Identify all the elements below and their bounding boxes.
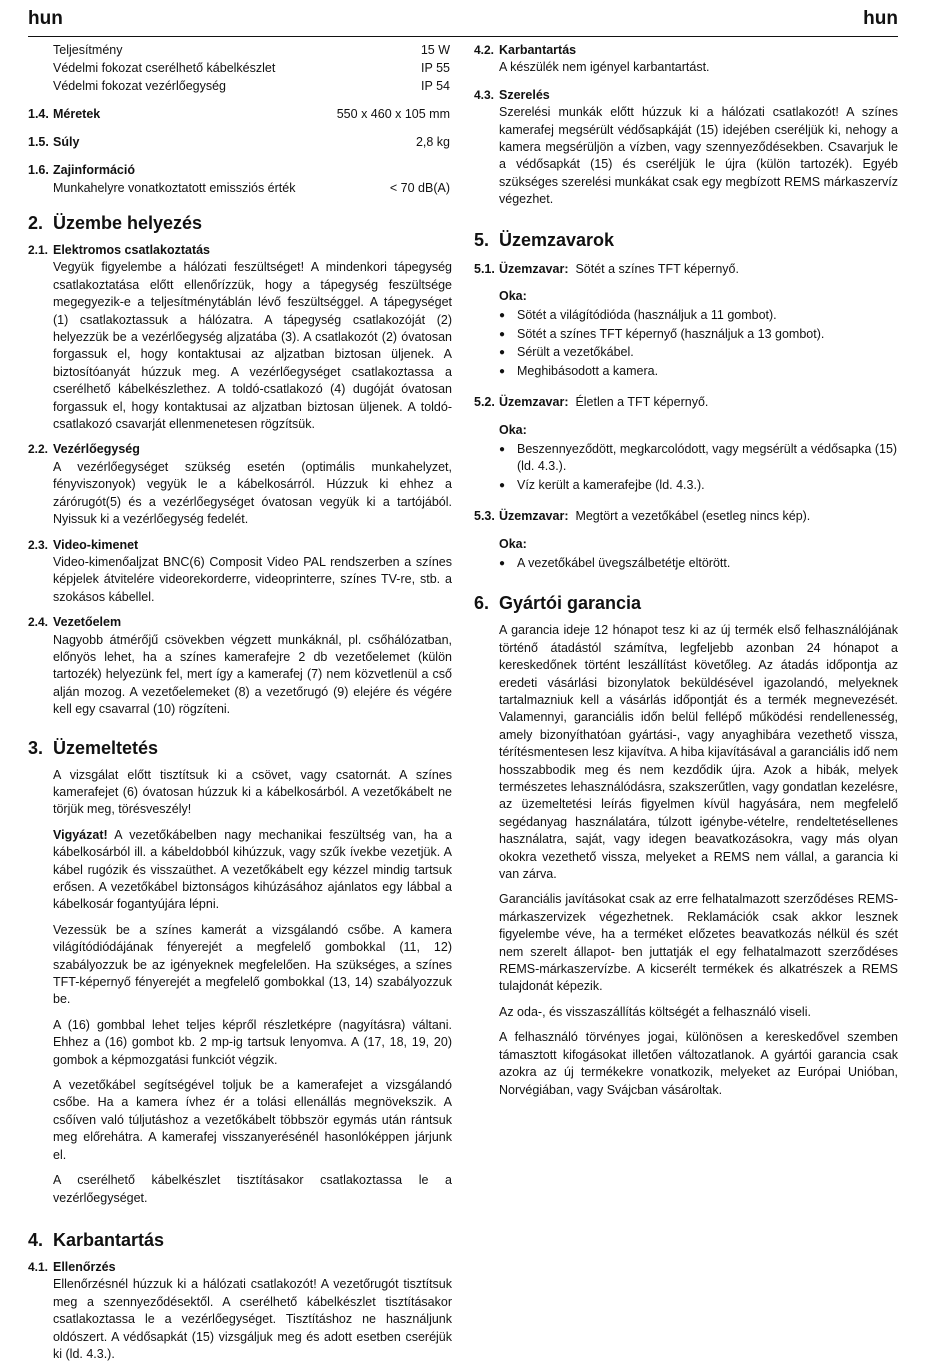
- dimensions-row: 1.4. Méretek 550 x 460 x 105 mm: [28, 107, 450, 121]
- subsection-2-3: 2.3. Video-kimenet Video-kimenőaljzat BNC(6) Composit Video PAL rendszerben a színes képjelek átvitelére videorekorderre, videoprinterre, színes TV-re, stb. a szokásos kábellel.: [28, 537, 452, 607]
- cause-list: [474, 555, 898, 572]
- list-item: ● Sötét a világítódióda (használjuk a 11 gombot).: [499, 307, 898, 324]
- subsection-2-4: 2.4. Vezetőelem Nagyobb átmérőjű csövekben végzett munkáknál, pl. csőhálózatban, előnyös lehet, ha a színes kamerafejre 2 db vezetőelemet (külön tartozék) helyezünk fel, mert így a kamerafej (7) nem közvetlenül a cső alján mozog. A vezetőelemeket (8) a vezetőrugó (9) elejére és végére kell egy csavarral (10) rögzíteni.: [28, 614, 452, 718]
- noise-value-row: Munkahelyre vonatkoztatott emissziós érték < 70 dB(A): [53, 181, 450, 195]
- list-item: ● Beszennyeződött, megkarcolódott, vagy megsérült a védősapka (15) (ld. 4.3.).: [499, 441, 898, 476]
- body-text: Vezessük be a színes kamerát a vizsgálandó csőbe. A kamera világítódiódájának fényerejét a megfelelő gombokkal (11, 12) szabályozzuk be az igényeknek megfelelően. Ha szükséges, a színes TFT-képernyő fényerejét a megfelelő gombokkal (13, 14) szabályozzuk be.: [53, 922, 452, 1007]
- warning-paragraph: Vigyázat! A vezetőkábelben nagy mechanikai feszültség van, ha a kábelkosárból ill. a kábeldobból kihúzzuk, vagy szűk ívekbe vezetjük. A kábel rugózik és visszaüthet. A vezetőkábelt egy kézzel mindig tartsuk erősen. A vezetőkábel biztonságos kihúzásához ajánlatos egy lábbal a kábelkosár fogantyújára lépni.: [53, 827, 452, 912]
- left-column: [28, 42, 452, 1371]
- fault-5-2: 5.2. Üzemzavar: Életlen a TFT képernyő.: [474, 395, 709, 410]
- subsection-4-2: 4.2. Karbantartás A készülék nem igényel karbantartást.: [474, 42, 898, 77]
- fault-5-3: 5.3. Üzemzavar: Megtört a vezetőkábel (esetleg nincs kép).: [474, 509, 811, 524]
- noise-row: 1.6. Zajinformáció: [28, 163, 135, 177]
- weight-row: 1.5. Súly 2,8 kg: [28, 135, 450, 149]
- section-3-body: [28, 767, 452, 1207]
- page-header: [28, 6, 898, 32]
- subsection-2-2: 2.2. Vezérlőegység A vezérlőegységet szükség esetén (optimális munkahelyzet, fényviszonyok) vegyük le a kábelkosárról. Húzzuk ki ehhez a zárórugót(5) és a vezérlőegységet óvatosan vegyük ki a tartójából. Nyissuk ki a vezérlőegység fedelét.: [28, 441, 452, 528]
- warning-label: Vigyázat!: [53, 827, 108, 842]
- body-text: Nagyobb átmérőjű csövekben végzett munkáknál, pl. csőhálózatban, előnyös lehet, ha a színes kamerafejre 2 db vezetőelemet (külön tartozék) helyezünk fel, mert így a kamerafej (7) nem közvetlenül a cső alján mozog. A vezetőelemeket (8) a vezetőrugó (9) elejére és végére kell egy csavarral (10) rögzíteni.: [53, 632, 452, 717]
- section-heading: 3. Üzemeltetés: [28, 737, 159, 758]
- cause-label: Oka:: [499, 536, 527, 551]
- right-column: [474, 42, 898, 1107]
- spec-row: Védelmi fokozat cserélhető kábelkészlet IP 55: [53, 61, 450, 75]
- body-text: A vizsgálat előtt tisztítsuk ki a csövet, vagy csatornát. A színes kamerafejet (6) óvatosan húzzuk ki a kábelkosárból. A vezetőkábelt ne törjük meg, törésveszély!: [53, 767, 452, 817]
- cause-label: Oka:: [499, 289, 527, 304]
- language-code-right: hun: [863, 8, 898, 29]
- subsection-4-3: 4.3. Szerelés Szerelési munkák előtt húzzuk ki a hálózati csatlakozót! A színes kamerafej megsérült védősapkáját (15) idejében cseréljük ki, nehogy a kamera megsérüljön a vízben, vagy szennyeződésekben. Csavarjuk le a védősapkát (15) és cseréljük le újra (külön tartozék). Egyéb szükséges szerelési munkákat csak egy megbízott REMS márkaszervíz végezhet.: [474, 87, 898, 209]
- subsection-2-1: 2.1. Elektromos csatlakoztatás Vegyük figyelembe a hálózati feszültséget! A mindenkori tápegység csatlakoztatása előtt ellenőrízzük, hogy a tápegység feszültsége megegyezik-e a teljesítménytáblán lévő feszültséggel. A tápegységet (1) csatlakoztassuk a hálózatra. A tápegység csatlakozóját (2) helyezzük be a vezérlőegység aljzatába (3). A csatlakozót (2) óvatosan forgassuk el, hogy kontaktusai az aljzatban biztosan üljenek. A biztosítóanyát húzzuk meg. A vezérlőegységet csatlakoztassa a cserélhető kábelkészlethez. A toldó-csatlakozó (4) dugóját óvatosan forgassuk el, hogy kontaktusai az aljzatban biztosan üljenek. A toldó-csatlakozó csavarját ellenmenetesen rögzítsük.: [28, 242, 452, 433]
- body-text: Az oda-, és visszaszállítás költségét a felhasználó viseli.: [499, 1004, 811, 1019]
- body-text: A (16) gombbal lehet teljes képről részletképre (nagyításra) váltani. Ehhez a (16) gombot kb. 2 mp-ig tartsuk lenyomva. A (17, 18, 19, 20) gombok a képmozgatási funkciót végzik.: [53, 1017, 452, 1067]
- spec-row: Védelmi fokozat vezérlőegység IP 54: [53, 79, 450, 93]
- body-text: Video-kimenőaljzat BNC(6) Composit Video PAL rendszerben a színes képjelek átvitelére videorekorderre, videoprinterre, színes TV-re, stb. a szokásos kábellel.: [53, 554, 452, 604]
- body-text: A felhasználó törvényes jogai, különösen a kereskedővel szemben támasztott kifogásokat illetően változatlanok. A gyártói garancia csak azokra az új termékekre vonatkozik, melyeket az Európai Unióban, Norvégiában, vagy Svájcban vásároltak.: [499, 1030, 898, 1097]
- body-text: A készülék nem igényel karbantartást.: [499, 60, 710, 75]
- section-heading: 6. Gyártói garancia: [474, 593, 642, 614]
- cause-label: Oka:: [499, 422, 527, 437]
- header-rule: [28, 36, 898, 37]
- body-text: A vezérlőegységet szükség esetén (optimális munkahelyzet, fényviszonyok) vegyük le a kábelkosárról. Húzzuk ki ehhez a zárórugót(5) és a vezérlőegységet óvatosan vegyük ki a tartójából. Nyissuk ki a vezérlőegység fedelét.: [53, 459, 452, 527]
- body-text: Garanciális javításokat csak az erre felhatalmazott szerződéses REMS-márkaszervizek végezhetnek. Reklamációk csak akkor lesznek figyelembe véve, ha a terméket előzetes beavatkozás nélkül és szét nem szerelt állapot- ben juttatják el egy felhatalmazott szerződéses REMS-márkaszervízbe. A kicserélt termékek és alkatrészek a REMS tulajdonát képezik.: [499, 892, 898, 994]
- body-text: A vezetőkábel segítségével toljuk be a kamerafejet a vizsgálandó csőbe. Ha a kamera ívhez ér a tolási ellenállás megnövekszik. A csőíven való túljutáshoz a vezetőkábelt többször egymás után rántsuk meg előrehátra. A kamerafej visszanyerésénél hasonlóképpen járjunk el.: [53, 1078, 452, 1162]
- body-text: Szerelési munkák előtt húzzuk ki a hálózati csatlakozót! A színes kamerafej megsérült védősapkáját (15) idejében cseréljük ki, nehogy a kamera megsérüljön a vízben, vagy szennyeződésekben. Csavarjuk le a védősapkát (15) és cseréljük le újra (külön tartozék). Egyéb szükséges szerelési munkákat csak egy megbízott REMS márkaszervíz végezhet.: [499, 105, 898, 207]
- subsection-4-1: 4.1. Ellenőrzés Ellenőrzésnél húzzuk ki a hálózati csatlakozót! A vezetőrugót tisztítsuk meg a szennyeződésektől. A cserélhető kábelkészlet tisztításakor csatlakoztassa le a vezérlőegységet. Tisztításhoz ne használjunk oldószert. A védősapkát (15) vizsgáljuk meg és adott esetben cseréjük ki (ld. 4.3.).: [28, 1259, 452, 1363]
- spec-row: Teljesítmény 15 W: [53, 43, 450, 57]
- language-code-left: hun: [28, 8, 63, 29]
- section-heading: 5. Üzemzavarok: [474, 229, 615, 250]
- body-text: Vegyük figyelembe a hálózati feszültséget! A mindenkori tápegység csatlakoztatása előtt ellenőrízzük, hogy a tápegység feszültsége megegyezik-e a teljesítménytáblán lévő feszültséggel. A tápegységet (1) csatlakoztassuk a hálózatra. A tápegység csatlakozóját (2) helyezzük be a vezérlőegység aljzatába (3). A csatlakozót (2) óvatosan forgassuk el, hogy kontaktusai az aljzatban biztosan üljenek. A biztosítóanyát húzzuk meg. A vezérlőegységet csatlakoztassa a cserélhető kábelkészlethez. A toldó-csatlakozó (4) dugóját óvatosan forgassuk el, hogy kontaktusai az aljzatban biztosan üljenek. A toldó-csatlakozó csavarját ellenmenetesen rögzítsük.: [53, 260, 452, 432]
- cause-list: [474, 441, 898, 494]
- body-text: A cserélhető kábelkészlet tisztításakor csatlakoztassa le a vezérlőegységet.: [53, 1173, 452, 1205]
- list-item: ● Víz került a kamerafejbe (ld. 4.3.).: [499, 477, 898, 494]
- list-item: ● Meghibásodott a kamera.: [499, 363, 898, 380]
- cause-list: [474, 307, 898, 380]
- list-item: ● A vezetőkábel üvegszálbetétje eltörött.: [499, 555, 898, 572]
- fault-5-1: 5.1. Üzemzavar: Sötét a színes TFT képernyő.: [474, 261, 739, 276]
- list-item: ● Sérült a vezetőkábel.: [499, 344, 898, 361]
- section-6-body: [474, 622, 898, 1099]
- body-text: Ellenőrzésnél húzzuk ki a hálózati csatlakozót! A vezetőrugót tisztítsuk meg a szennyeződésektől. A cserélhető kábelkészlet tisztításakor csatlakoztassa le a vezérlőegységet. Tisztításhoz ne használjunk oldószert. A védősapkát (15) vizsgáljuk meg és adott esetben cseréjük ki (ld. 4.3.).: [53, 1277, 452, 1361]
- section-heading: 4. Karbantartás: [28, 1229, 165, 1250]
- section-heading: 2. Üzembe helyezés: [28, 213, 203, 233]
- list-item: ● Sötét a színes TFT képernyő (használjuk a 13 gombot).: [499, 326, 898, 343]
- body-text: A garancia ideje 12 hónapot tesz ki az új termék első felhasználójának történő átadástól számítva, legfeljebb azonban 24 hónapot a kereskedőnek történt leszállítást követőleg. Az átadás időpontja az eredeti vásárlási bizonylatok beküldésével igazolandó, melyeknek tartalmazniuk kell a vásárlás időpontját és a termék megnevezését. Valamennyi, garanciális időn belül fellépő működési rendellenesség, amely bizonyíthatóan gyártási-, vagy anyaghibára vezethető vissza, térítésmentesen lesz kijavítva. A hiba kijavításával a garanciális idő nem hosszabbodik meg és nem kezdődik újra. Azok a hibák, melyek természetes lehasználódásra, szakszerűtlen, vagy gondatlan kezelésre, az üzemeltetési leírás figyelmen kívül hagyására, nem megfelelő segédanyag használatára, túlzott igénybe-vételre, rendeltetésellenes használatra, saját, vagy idegen beavatkozásokra, vagy más olyan okokra vezethető vissza, melyeket a REMS nem vállal, a garancia ki van zárva.: [499, 623, 898, 882]
